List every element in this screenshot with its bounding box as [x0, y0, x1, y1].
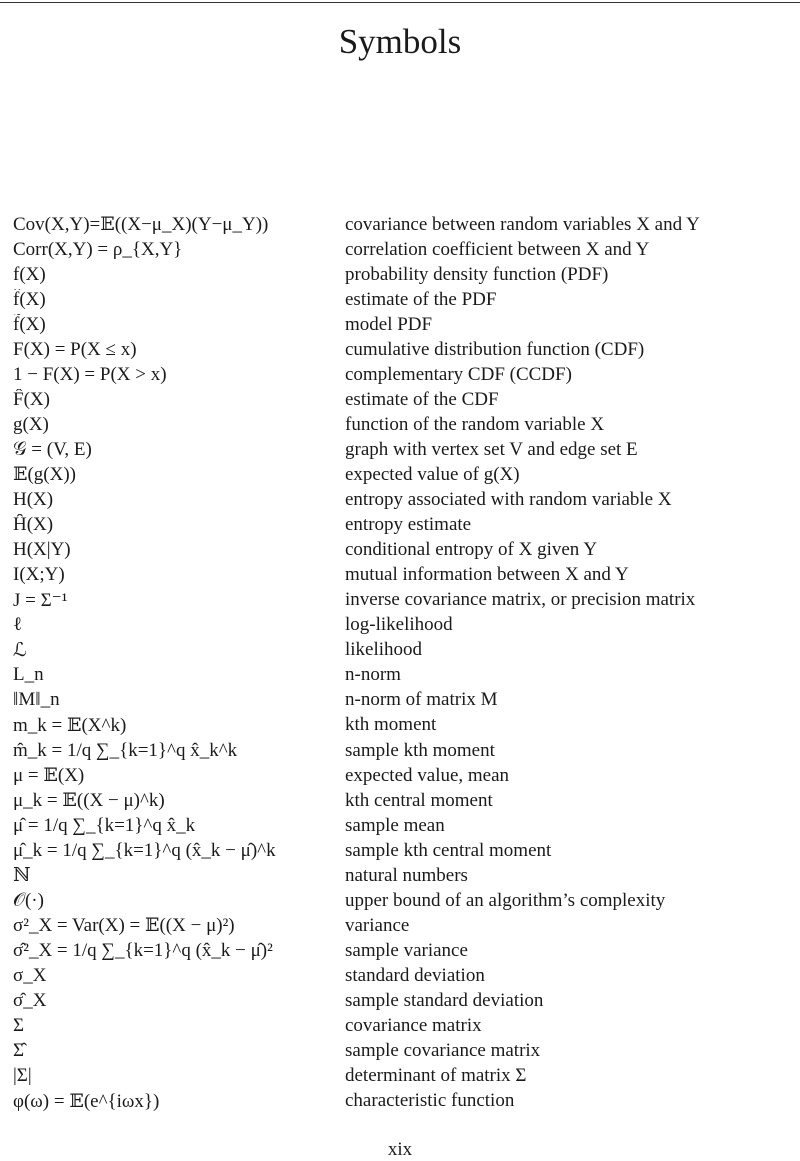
symbol-notation: 𝒢 = (V, E) — [13, 438, 92, 460]
symbol-notation: ℕ — [13, 865, 31, 887]
symbol-description: upper bound of an algorithm’s complexity — [345, 889, 666, 911]
symbol-description: standard deviation — [345, 964, 485, 986]
symbol-row — [13, 663, 793, 688]
symbol-row — [13, 287, 793, 312]
symbol-description: model PDF — [345, 313, 433, 335]
symbol-description: determinant of matrix Σ — [345, 1065, 527, 1087]
symbol-description: entropy associated with random variable X — [345, 489, 672, 511]
symbol-description: covariance matrix — [345, 1015, 482, 1037]
symbol-description: complementary CDF (CCDF) — [345, 363, 572, 385]
symbol-notation: L_n — [13, 664, 44, 686]
symbol-description: likelihood — [345, 639, 423, 661]
symbol-notation: J = Σ⁻¹ — [13, 589, 68, 611]
symbol-row — [13, 362, 793, 387]
symbol-row — [13, 1064, 793, 1089]
symbol-description: expected value of g(X) — [345, 463, 520, 485]
symbol-notation: Σ — [13, 1015, 25, 1037]
symbol-notation: f(X) — [13, 263, 46, 285]
symbol-description: variance — [345, 914, 410, 936]
symbol-description: sample standard deviation — [345, 989, 544, 1011]
symbol-description: cumulative distribution function (CDF) — [345, 338, 645, 360]
symbol-row — [13, 412, 793, 437]
symbol-notation: m̂_k = 1/q ∑_{k=1}^q x̂_k^k — [13, 739, 238, 761]
symbol-notation: 1 − F(X) = P(X > x) — [13, 363, 167, 385]
symbol-description: probability density function (PDF) — [345, 263, 609, 285]
symbol-notation: H(X|Y) — [13, 539, 71, 561]
symbol-row — [13, 1039, 793, 1064]
symbol-row — [13, 838, 793, 863]
symbol-description: sample kth moment — [345, 739, 495, 761]
page-number: xix — [387, 1139, 413, 1160]
symbol-notation: 𝒪(·) — [13, 889, 44, 911]
symbol-notation: μ_k = 𝔼((X − μ)^k) — [13, 790, 165, 812]
symbol-row — [13, 212, 793, 237]
symbol-description: kth central moment — [345, 789, 493, 811]
symbol-notation: Σ̂ — [13, 1040, 25, 1062]
symbol-description: kth moment — [345, 714, 437, 736]
symbol-row — [13, 688, 793, 713]
symbol-notation: 𝔼(g(X)) — [13, 464, 77, 486]
symbol-notation: μ̂ = 1/q ∑_{k=1}^q x̂_k — [13, 814, 196, 836]
symbol-row — [13, 813, 793, 838]
symbol-description: sample variance — [345, 939, 468, 961]
symbol-description: mutual information between X and Y — [345, 564, 629, 586]
symbol-notation: σ̂_X — [13, 989, 47, 1011]
symbol-description: n-norm — [345, 664, 401, 686]
symbol-description: estimate of the CDF — [345, 388, 499, 410]
symbol-description: sample mean — [345, 814, 445, 836]
symbol-row — [13, 913, 793, 938]
symbol-row — [13, 988, 793, 1013]
symbol-description: natural numbers — [345, 864, 468, 886]
symbol-row — [13, 513, 793, 538]
symbol-row — [13, 863, 793, 888]
symbol-notation: σ̂²_X = 1/q ∑_{k=1}^q (x̂_k − μ̂)² — [13, 939, 273, 961]
symbol-row — [13, 763, 793, 788]
symbol-notation: Cov(X,Y)=𝔼((X−μ_X)(Y−μ_Y)) — [13, 214, 269, 236]
symbol-notation: f̂(X) — [13, 288, 46, 310]
symbol-notation: ‖M‖_n — [13, 689, 60, 711]
page-title: Symbols — [338, 22, 462, 61]
symbol-row — [13, 613, 793, 638]
top-rule — [0, 2, 800, 3]
symbol-row — [13, 888, 793, 913]
symbol-row — [13, 387, 793, 412]
symbol-row — [13, 563, 793, 588]
symbol-row — [13, 437, 793, 462]
symbol-description: correlation coefficient between X and Y — [345, 238, 650, 260]
symbol-row — [13, 713, 793, 738]
symbol-notation: σ_X — [13, 964, 47, 986]
symbol-row — [13, 963, 793, 988]
symbol-row — [13, 237, 793, 262]
symbol-row — [13, 462, 793, 487]
symbol-row — [13, 588, 793, 613]
symbol-row — [13, 938, 793, 963]
symbol-description: n-norm of matrix M — [345, 689, 498, 711]
symbol-notation: |Σ| — [13, 1065, 32, 1087]
symbol-row — [13, 262, 793, 287]
symbol-description: characteristic function — [345, 1090, 515, 1112]
symbol-description: estimate of the PDF — [345, 288, 497, 310]
symbol-notation: Ĥ(X) — [13, 514, 54, 536]
symbol-row — [13, 1014, 793, 1039]
symbol-row — [13, 1089, 793, 1114]
symbol-row — [13, 788, 793, 813]
symbol-notation: μ = 𝔼(X) — [13, 765, 85, 787]
symbol-notation: F(X) = P(X ≤ x) — [13, 338, 137, 360]
symbol-description: entropy estimate — [345, 514, 472, 536]
symbol-notation: φ(ω) = 𝔼(e^{iωx}) — [13, 1090, 160, 1112]
symbol-table — [13, 212, 793, 1114]
symbol-description: conditional entropy of X given Y — [345, 539, 598, 561]
symbol-row — [13, 312, 793, 337]
symbol-description: sample covariance matrix — [345, 1040, 541, 1062]
symbol-row — [13, 738, 793, 763]
symbol-description: function of the random variable X — [345, 413, 605, 435]
symbol-description: graph with vertex set V and edge set E — [345, 438, 638, 460]
symbol-notation: f̃(X) — [13, 313, 46, 335]
symbol-description: log-likelihood — [345, 614, 453, 636]
symbol-row — [13, 538, 793, 563]
symbol-row — [13, 488, 793, 513]
symbol-notation: H(X) — [13, 489, 54, 511]
symbol-notation: I(X;Y) — [13, 564, 65, 586]
symbol-notation: μ̂_k = 1/q ∑_{k=1}^q (x̂_k − μ̂)^k — [13, 839, 276, 861]
symbol-description: covariance between random variables X and Y — [345, 213, 700, 235]
symbol-row — [13, 638, 793, 663]
symbol-row — [13, 337, 793, 362]
symbol-notation: σ²_X = Var(X) = 𝔼((X − μ)²) — [13, 915, 235, 937]
symbol-notation: g(X) — [13, 413, 49, 435]
symbol-notation: ℒ — [13, 639, 27, 661]
symbol-notation: ℓ — [13, 614, 23, 636]
symbol-description: inverse covariance matrix, or precision matrix — [345, 589, 696, 611]
symbol-notation: F̂(X) — [13, 388, 50, 410]
symbol-notation: Corr(X,Y) = ρ_{X,Y} — [13, 238, 183, 260]
symbol-description: expected value, mean — [345, 764, 510, 786]
symbol-description: sample kth central moment — [345, 839, 552, 861]
symbol-notation: m_k = 𝔼(X^k) — [13, 714, 127, 736]
